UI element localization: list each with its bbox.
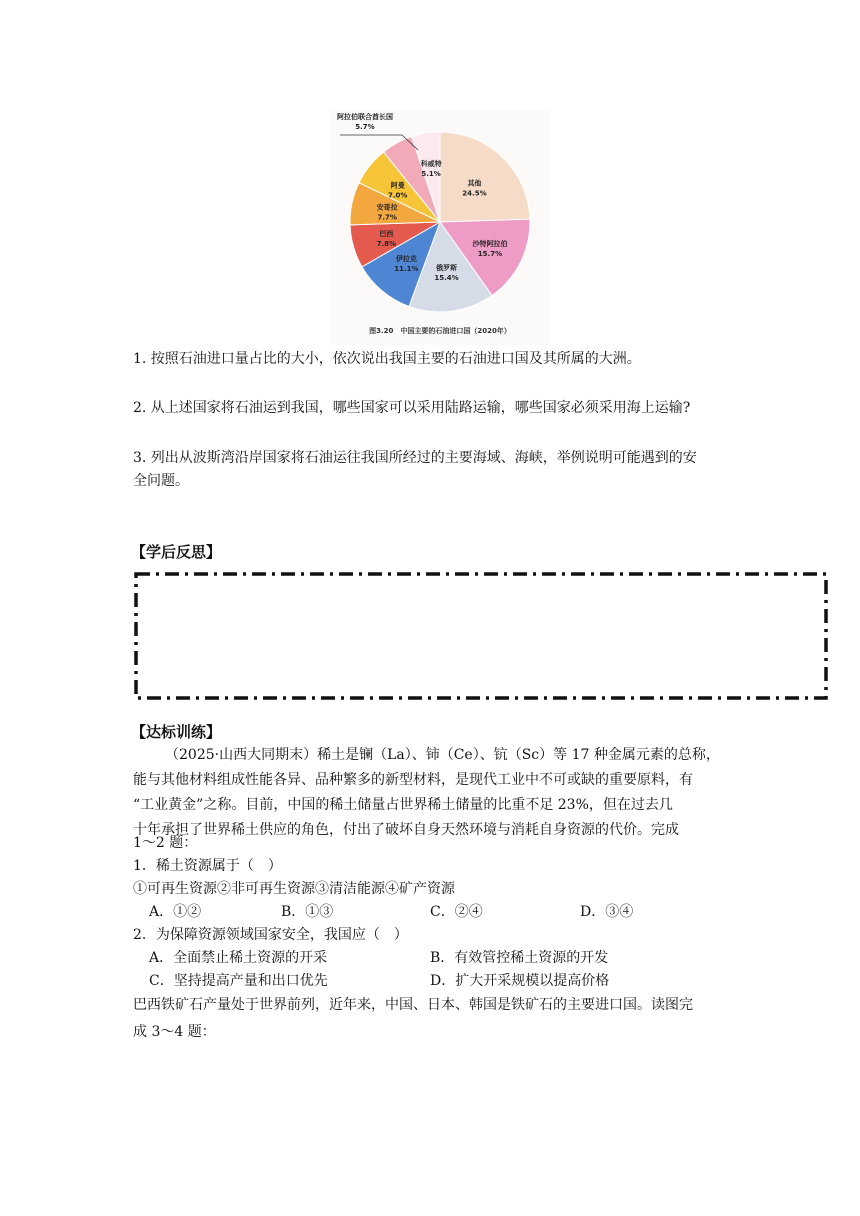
- pie-label-name-2: 俄罗斯: [436, 264, 458, 273]
- q1-option-c[interactable]: C．②④: [430, 904, 483, 920]
- q1-stem: 1．稀土资源属于（ ）: [133, 858, 282, 874]
- q1-option-d[interactable]: D．③④: [580, 904, 634, 920]
- pie-label-name-6: 阿曼: [390, 181, 405, 190]
- question-1: 1. 按照石油进口量占比的大小，依次说出我国主要的石油进口国及其所属的大洲。: [133, 351, 641, 367]
- pie-label-value-1: 15.7%: [477, 249, 503, 258]
- question-2: 2. 从上述国家将石油运到我国，哪些国家可以采用陆路运输，哪些国家必须采用海上运输?: [133, 400, 691, 416]
- passage1-line-1: （2025·山西大同期末）稀土是镧（La）、铈（Ce）、钪（Sc）等 17 种金属元素的总称，: [165, 747, 720, 763]
- q2-option-a[interactable]: A．全面禁止稀土资源的开采: [149, 950, 328, 966]
- passage1-line-5: 1～2 题：: [133, 835, 198, 851]
- pie-label-name-8: 科威特: [420, 159, 442, 168]
- pie-label-value-7: 5.7%: [355, 123, 375, 131]
- q2-stem: 2．为保障资源领域国家安全，我国应（ ）: [133, 927, 408, 943]
- q1-option-a[interactable]: A．①②: [149, 904, 202, 920]
- reflection-title: 【学后反思】: [131, 543, 222, 561]
- question-3-line-2: 全问题。: [133, 473, 189, 489]
- q2-option-d[interactable]: D．扩大开采规模以提高价格: [430, 973, 610, 989]
- q1-option-b[interactable]: B．①③: [281, 904, 334, 920]
- q1-items: ①可再生资源②非可再生资源③清洁能源④矿产资源: [133, 881, 455, 897]
- pie-label-value-6: 7.0%: [388, 191, 408, 200]
- pie-label-value-3: 11.1%: [394, 264, 419, 273]
- passage1-line-3: “工业黄金”之称。目前，中国的稀土储量占世界稀土储量的比重不足 23%，但在过去几: [133, 797, 673, 813]
- pie-label-name-4: 巴西: [379, 230, 394, 239]
- chart-caption: 图3.20 中国主要的石油进口国（2020年）: [369, 327, 511, 335]
- pie-label-value-5: 7.7%: [377, 213, 397, 222]
- pie-label-name-1: 沙特阿拉伯: [472, 239, 508, 248]
- pie-label-name-0: 其他: [467, 179, 482, 188]
- q2-option-b[interactable]: B．有效管控稀土资源的开发: [430, 950, 609, 966]
- passage2-line-1: 巴西铁矿石产量处于世界前列，近年来，中国、日本、韩国是铁矿石的主要进口国。读图完: [133, 997, 693, 1013]
- pie-label-name-5: 安哥拉: [376, 203, 398, 212]
- q2-option-c[interactable]: C．坚持提高产量和出口优先: [149, 973, 328, 989]
- oil-import-pie-chart: [330, 110, 550, 345]
- pie-label-value-8: 5.1%: [421, 169, 441, 178]
- reflection-box[interactable]: [132, 570, 830, 702]
- passage1-line-2: 能与其他材料组成性能各异、品种繁多的新型材料，是现代工业中不可或缺的重要原料，有: [133, 772, 693, 788]
- practice-title: 【达标训练】: [131, 723, 222, 741]
- pie-label-value-4: 7.8%: [376, 240, 397, 249]
- question-3-line-1: 3. 列出从波斯湾沿岸国家将石油运往我国所经过的主要海域、海峡，举例说明可能遇到的安: [133, 450, 697, 466]
- pie-label-name-3: 伊拉克: [395, 254, 417, 263]
- pie-label-name-7: 阿拉伯联合酋长国: [337, 113, 393, 121]
- passage1-line-4: 十年承担了世界稀土供应的角色，付出了破坏自身天然环境与消耗自身资源的代价。完成: [133, 822, 679, 838]
- pie-label-value-2: 15.4%: [434, 274, 459, 283]
- passage2-line-2: 成 3～4 题：: [133, 1024, 216, 1040]
- pie-label-value-0: 24.5%: [462, 189, 487, 198]
